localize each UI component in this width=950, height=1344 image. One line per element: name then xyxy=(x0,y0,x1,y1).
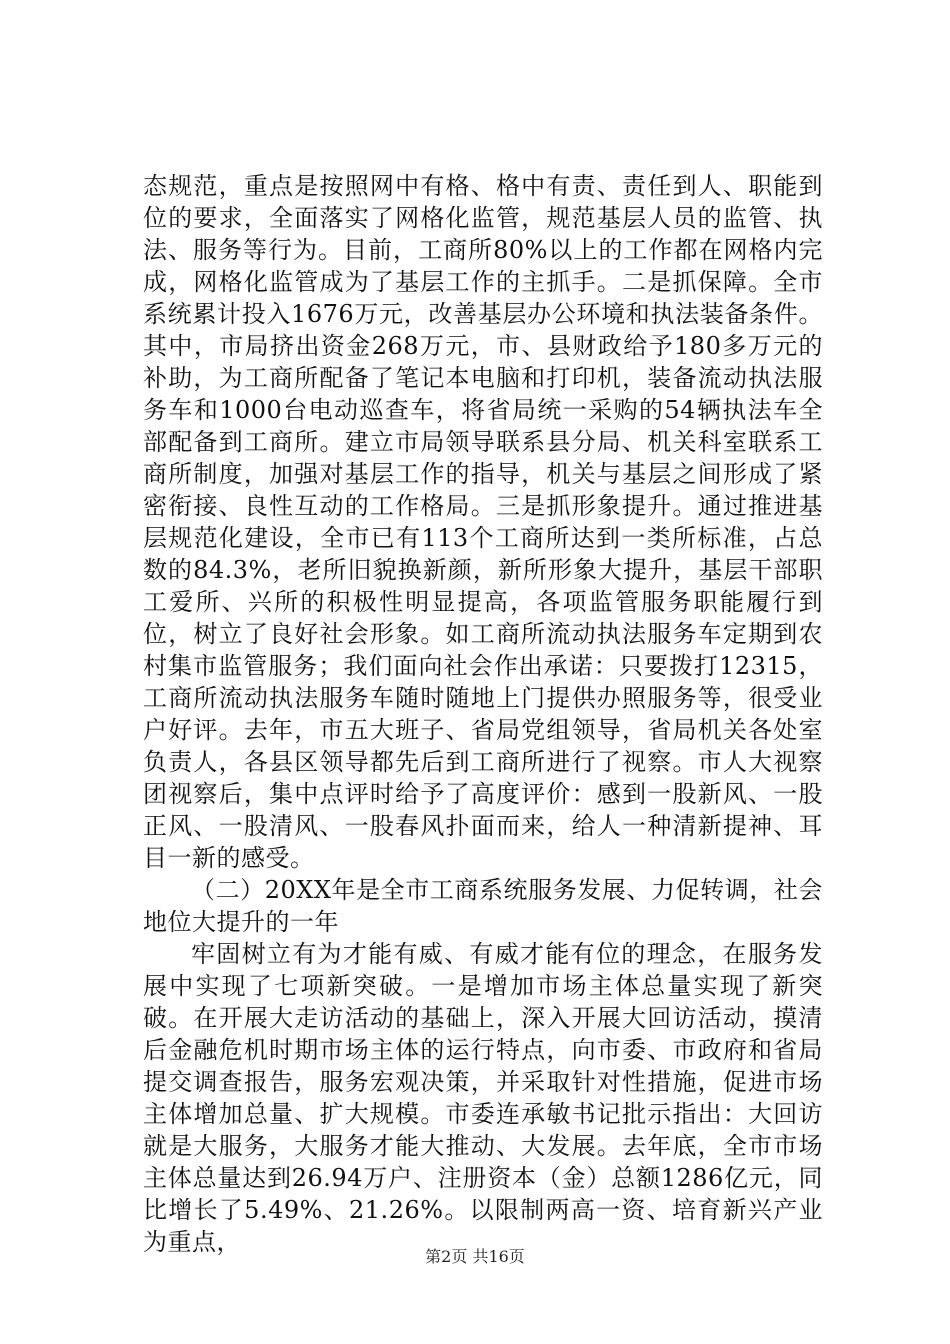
page-footer: 第2页 共16页 xyxy=(425,1247,525,1266)
paragraph-1: 态规范，重点是按照网中有格、格中有责、责任到人、职能到位的要求，全面落实了网格化监管，规范基层人员的监管、执法、服务等行为。目前，工商所80%以上的工作都在网格内完成，网格化监管成为了基层工作的主抓手。二是抓保障。全市系统累计投入1676万元，改善基层办公环境和执法装备条件。其中，市局挤出资金268万元，市、县财政给予180多万元的补助，为工商所配备了笔记本电脑和打印机，装备流动执法服务车和1000台电动巡查车，将省局统一采购的54辆执法车全部配备到工商所。建立市局领导联系县分局、机关科室联系工商所制度，加强对基层工作的指导，机关与基层之间形成了紧密衔接、良性互动的工作格局。三是抓形象提升。通过推进基层规范化建设，全市已有113个工商所达到一类所标准，占总数的84.3%，老所旧貌换新颜，新所形象大提升，基层干部职工爱所、兴所的积极性明显提高，各项监管服务职能履行到位，树立了良好社会形象。如工商所流动执法服务车定期到农村集市监管服务；我们面向社会作出承诺：只要拨打12315，工商所流动执法服务车随时随地上门提供办照服务等，很受业户好评。去年，市五大班子、省局党组领导，省局机关各处室负责人，各县区领导都先后到工商所进行了视察。市人大视察团视察后，集中点评时给予了高度评价：感到一股新风、一股正风、一股清风、一股春风扑面而来，给人一种清新提神、耳目一新的感受。 xyxy=(143,172,823,872)
document-body xyxy=(143,170,823,1258)
paragraph-2: 牢固树立有为才能有威、有威才能有位的理念，在服务发展中实现了七项新突破。一是增加市场主体总量实现了新突破。在开展大走访活动的基础上，深入开展大回访活动，摸清后金融危机时期市场主体的运行特点，向市委、市政府和省局提交调查报告，服务宏观决策，并采取针对性措施，促进市场主体增加总量、扩大规模。市委连承敏书记批示指出：大回访就是大服务，大服务才能大推动、大发展。去年底，全市市场主体总量达到26.94万户、注册资本（金）总额1286亿元，同比增长了5.49%、21.26%。以限制两高一资、培育新兴产业为重点， xyxy=(143,940,823,1256)
section-heading: （二）20XX年是全市工商系统服务发展、力促转调，社会地位大提升的一年 xyxy=(143,876,823,936)
